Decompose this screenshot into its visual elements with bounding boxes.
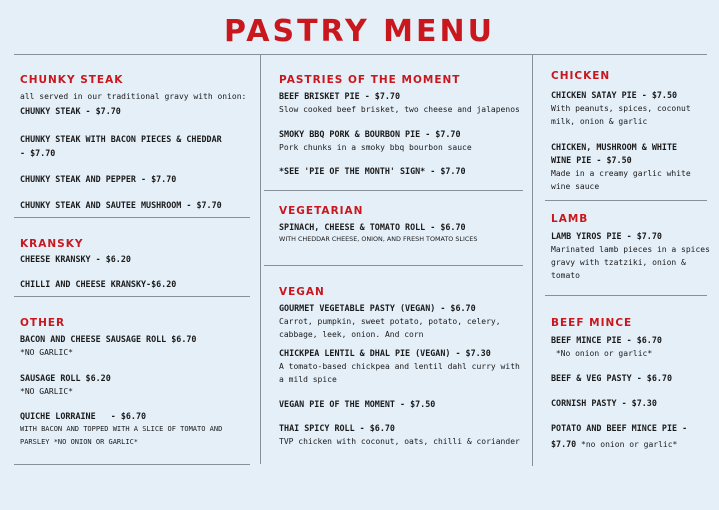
section-lamb xyxy=(551,213,711,282)
item-description: WITH CHEDDAR CHEESE, ONION, AND FRESH TOMATO SLICES xyxy=(279,235,478,243)
item-description: cabbage, leek, onion. And corn xyxy=(279,330,424,339)
menu-item: CHILLI AND CHEESE KRANSKY-$6.20 xyxy=(20,279,177,289)
menu-item: BEEF & VEG PASTY - $6.70 xyxy=(551,373,673,383)
section-other xyxy=(20,317,256,448)
item-description: A tomato-based chickpea and lentil dahl curry with xyxy=(279,362,520,371)
section-heading-chicken: CHICKEN xyxy=(551,70,611,82)
column-divider-right xyxy=(532,54,533,466)
menu-item: VEGAN PIE OF THE MOMENT - $7.50 xyxy=(279,399,436,409)
menu-item: SPINACH, CHEESE & TOMATO ROLL - $6.70 xyxy=(279,222,466,232)
section-divider xyxy=(14,296,250,297)
section-pastries-of-the-moment xyxy=(279,74,529,178)
section-heading-vegan: VEGAN xyxy=(279,286,325,298)
item-description: Carrot, pumpkin, sweet potato, potato, celery, xyxy=(279,317,501,326)
item-description: WITH BACON AND TOPPED WITH A SLICE OF TOMATO AND xyxy=(20,425,223,433)
menu-item: CHUNKY STEAK AND SAUTEE MUSHROOM - $7.70 xyxy=(20,200,222,210)
item-description: milk, onion & garlic xyxy=(551,117,648,126)
section-vegan xyxy=(279,286,529,448)
item-note: *no onion or garlic* xyxy=(576,440,678,449)
menu-item: SMOKY BBQ PORK & BOURBON PIE - $7.70 xyxy=(279,129,461,139)
section-divider xyxy=(545,200,707,201)
item-description: Pork chunks in a smoky bbq bourbon sauce xyxy=(279,143,472,152)
section-divider xyxy=(264,265,523,266)
menu-item: BACON AND CHEESE SAUSAGE ROLL $6.70 xyxy=(20,334,197,344)
menu-item: CHEESE KRANSKY - $6.20 xyxy=(20,254,131,264)
menu-item: CHUNKY STEAK AND PEPPER - $7.70 xyxy=(20,174,177,184)
top-divider xyxy=(14,54,707,55)
menu-item: CORNISH PASTY - $7.30 xyxy=(551,398,657,408)
item-note: *NO GARLIC* xyxy=(20,387,73,396)
item-description: With peanuts, spices, coconut xyxy=(551,104,691,113)
menu-item: LAMB YIROS PIE - $7.70 xyxy=(551,231,662,241)
menu-item-cont: WINE PIE - $7.50 xyxy=(551,155,632,165)
item-description: PARSLEY *NO ONION OR GARLIC* xyxy=(20,438,139,446)
item-note: *No onion or garlic* xyxy=(551,349,653,358)
item-description: wine sauce xyxy=(551,182,600,191)
section-heading-moment: PASTRIES OF THE MOMENT xyxy=(279,74,461,86)
item-note: *NO GARLIC* xyxy=(20,348,73,357)
menu-item-cont: - $7.70 xyxy=(20,148,56,158)
section-divider xyxy=(14,217,250,218)
menu-item: BEEF MINCE PIE - $6.70 xyxy=(551,335,662,345)
item-description: Slow cooked beef brisket, two cheese and jalapenos xyxy=(279,105,520,114)
menu-item: CHICKPEA LENTIL & DHAL PIE (VEGAN) - $7.30 xyxy=(279,348,491,358)
menu-item: POTATO AND BEEF MINCE PIE - xyxy=(551,423,688,433)
menu-title: PASTRY MENU xyxy=(224,14,495,49)
section-note: all served in our traditional gravy with onion: xyxy=(20,92,247,101)
menu-item-line xyxy=(551,435,711,451)
section-kransky xyxy=(20,238,256,291)
menu-item: THAI SPICY ROLL - $6.70 xyxy=(279,423,395,433)
section-divider xyxy=(14,464,250,465)
section-heading-beef-mince: BEEF MINCE xyxy=(551,317,633,329)
menu-item: CHICKEN SATAY PIE - $7.50 xyxy=(551,90,678,100)
menu-item: CHUNKY STEAK - $7.70 xyxy=(20,106,121,116)
menu-item: QUICHE LORRAINE - $6.70 xyxy=(20,411,147,421)
item-description: Marinated lamb pieces in a spices xyxy=(551,245,710,254)
menu-item: GOURMET VEGETABLE PASTY (VEGAN) - $6.70 xyxy=(279,303,476,313)
item-description: tomato xyxy=(551,271,580,280)
item-description: a mild spice xyxy=(279,375,337,384)
menu-item: CHICKEN, MUSHROOM & WHITE xyxy=(551,142,678,152)
section-heading-lamb: LAMB xyxy=(551,213,589,225)
section-beef-mince xyxy=(551,317,711,451)
section-chicken xyxy=(551,70,711,193)
menu-item: BEEF BRISKET PIE - $7.70 xyxy=(279,91,401,101)
section-divider xyxy=(264,190,523,191)
menu-item: CHUNKY STEAK WITH BACON PIECES & CHEDDAR xyxy=(20,134,222,144)
section-heading-vegetarian: VEGETARIAN xyxy=(279,205,364,217)
section-divider xyxy=(545,295,707,296)
menu-item: *SEE 'PIE OF THE MONTH' SIGN* - $7.70 xyxy=(279,166,466,176)
section-heading-chunky-steak: CHUNKY STEAK xyxy=(20,74,124,86)
column-divider-left xyxy=(260,54,261,464)
item-description: Made in a creamy garlic white xyxy=(551,169,691,178)
section-heading-other: OTHER xyxy=(20,317,66,329)
section-vegetarian xyxy=(279,205,529,245)
item-description: TVP chicken with coconut, oats, chilli & coriander xyxy=(279,437,520,446)
item-description: gravy with tzatziki, onion & xyxy=(551,258,686,267)
section-chunky-steak xyxy=(20,74,256,212)
menu-item-cont: $7.70 xyxy=(551,439,577,449)
section-heading-kransky: KRANSKY xyxy=(20,238,84,250)
menu-item: SAUSAGE ROLL $6.20 xyxy=(20,373,111,383)
